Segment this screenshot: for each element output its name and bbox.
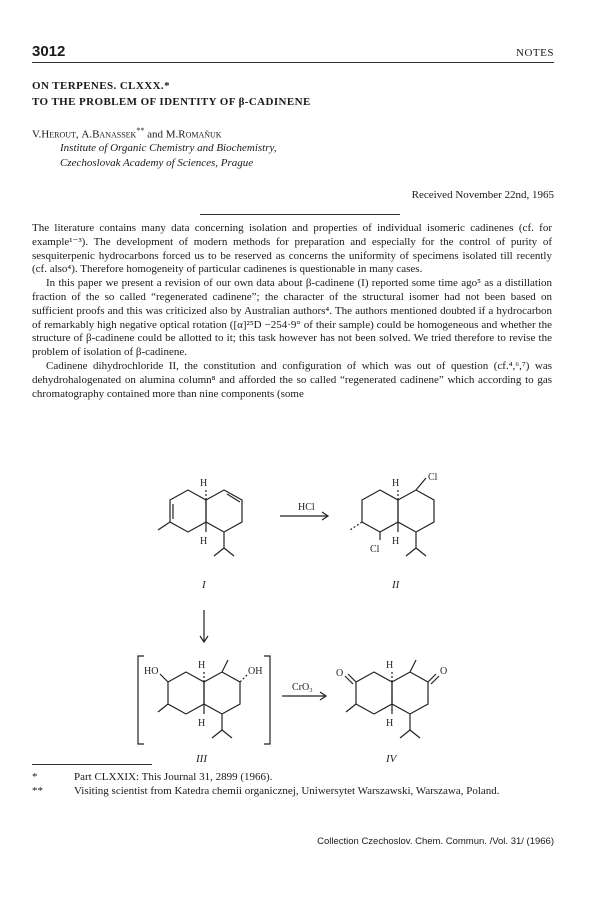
section-divider: [200, 214, 400, 215]
author-romanuk: M.Romaňuk: [165, 128, 222, 141]
compound-label-iv: IV: [386, 753, 397, 765]
atom-label-cl: Cl: [428, 472, 438, 483]
author-herout: V.Herout: [32, 128, 76, 141]
author-separator: and: [144, 128, 166, 141]
reaction-scheme-figure: [130, 460, 470, 770]
atom-label-h: H: [392, 536, 400, 547]
atom-label-h: H: [386, 660, 394, 671]
author-footnote-mark: **: [136, 126, 145, 135]
footnote-1: [32, 770, 552, 784]
paragraph-3: Cadinene dihydrochloride II, the constitution and configuration of which was out of question (cf.⁴,⁶,⁷) was dehydrohalogenated on alumina column⁸ and afforded the so called “regenerated cadinene” which according to gas chromatography contained more than nine components (some: [32, 359, 552, 400]
running-head: NOTES: [516, 47, 554, 59]
atom-label-h: H: [386, 718, 394, 729]
title-line-1: ON TERPENES. CLXXX.*: [32, 80, 170, 92]
affiliation-line-2: Czechoslovak Academy of Sciences, Prague: [60, 157, 254, 169]
title-line-2: TO THE PROBLEM OF IDENTITY OF β-CADINENE: [32, 96, 311, 108]
article-title: [32, 78, 311, 110]
compound-label-i: I: [202, 579, 206, 591]
footnotes: [32, 770, 552, 798]
author-list: [32, 124, 222, 142]
compound-label-ii: II: [392, 579, 400, 591]
page-header: [32, 42, 554, 63]
footnote-2-text: Visiting scientist from Katedra chemii organicznej, Uniwersytet Warszawski, Warszawa, Poland.: [74, 785, 500, 797]
paragraph-2: In this paper we present a revision of our own data about β-cadinene (I) reported some time ago⁵ as a distillation fraction of the so called “regenerated cadinene”; the character of the structural isomer had not been based on sufficient proofs and this was criticized also by Australian authors⁴. The authors mentioned doubted if a hydrocarbon of remarkably high negative optical rotation ([α]²⁵D −254·9° of their sample) could be homogeneous and whether the structure of β-cadinene could be allotted to it; this task however has not been solved. We tried therefore to revise the problem of isolation of β-cadinene.: [32, 277, 552, 359]
atom-label-h: H: [198, 718, 206, 729]
atom-label-h: H: [200, 478, 208, 489]
received-date: Received November 22nd, 1965: [411, 189, 554, 201]
atom-label-o: O: [440, 666, 448, 677]
affiliation-line-1: Institute of Organic Chemistry and Biochemistry,: [60, 142, 277, 154]
atom-label-h: H: [200, 536, 208, 547]
footnote-divider: [32, 764, 152, 765]
page-footer: Collection Czechoslov. Chem. Commun. /Vol. 31/ (1966): [317, 836, 554, 847]
footnote-1-mark: *: [32, 771, 38, 783]
footnote-2: [32, 784, 552, 798]
atom-label-h: H: [392, 478, 400, 489]
reagent-cro3: CrO₃: [292, 682, 313, 693]
atom-label-ho: HO: [144, 666, 159, 677]
atom-label-oh: OH: [248, 666, 263, 677]
author-banassek: A.Banassek: [81, 128, 137, 141]
footnote-2-mark: **: [32, 785, 43, 797]
article-body: [32, 222, 552, 401]
reagent-hcl: HCl: [298, 502, 315, 513]
page-number: 3012: [32, 43, 66, 60]
atom-label-o: O: [336, 668, 344, 679]
author-separator: ,: [75, 128, 82, 141]
atom-label-h: H: [198, 660, 206, 671]
compound-label-iii: III: [196, 753, 207, 765]
paragraph-1: The literature contains many data concerning isolation and properties of individual isomeric cadinenes (cf. for example¹⁻³). The development of modern methods for preparation and especially for the control of purity of sesquiterpenic hydrocarbons forced us to be reserved as concerns the uniformity of specimens isolated till recently (cf. also⁴). Therefore homogeneity of particular cadinenes is questionable in many cases.: [32, 222, 552, 276]
footnote-1-text: Part CLXXIX: This Journal 31, 2899 (1966).: [74, 771, 273, 783]
atom-label-cl: Cl: [370, 544, 380, 555]
reaction-scheme: [130, 460, 470, 770]
affiliation: [60, 141, 277, 171]
